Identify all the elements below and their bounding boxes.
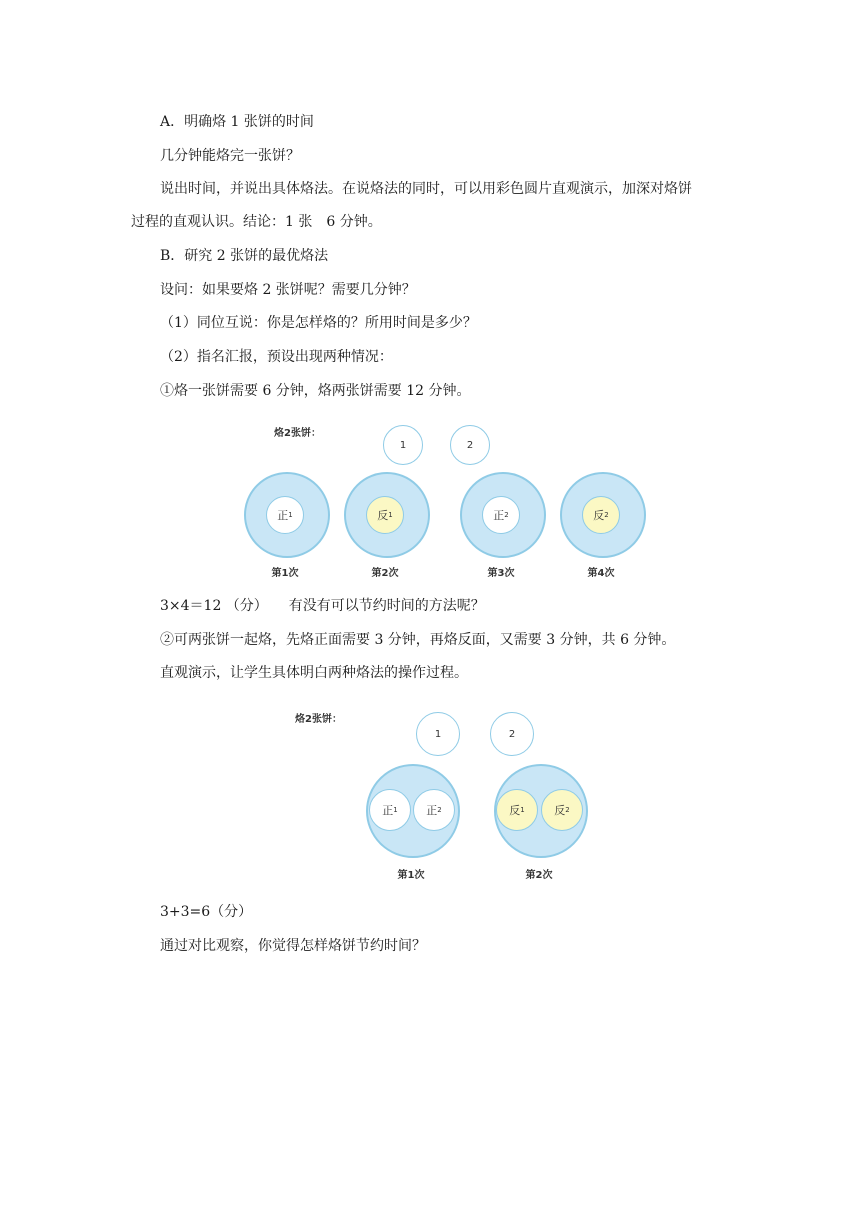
- cake-side-label: 正: [382, 804, 394, 817]
- text-line: 几分钟能烙完一张饼？: [160, 148, 300, 164]
- step-caption: 第2次: [371, 568, 399, 579]
- text-line: 3+3=6（分）: [160, 904, 253, 920]
- cake-front: [369, 789, 411, 831]
- cake-number-circle: 1: [383, 425, 423, 465]
- cake-sub: 2: [504, 511, 509, 519]
- text-line: （2）指名汇报，预设出现两种情况：: [160, 349, 393, 365]
- cake-back: [541, 789, 583, 831]
- text-line: 过程的直观认识。结论：1 张 6 分钟。: [131, 214, 382, 230]
- text-line: （1）同位互说：你是怎样烙的？所用时间是多少？: [160, 315, 477, 331]
- text-line-b-heading: B．研究 2 张饼的最优烙法: [160, 248, 329, 264]
- cake-side-label: 正: [493, 509, 505, 522]
- cake-number-circle: 2: [450, 425, 490, 465]
- cake-side-label: 正: [426, 804, 438, 817]
- cake-number-circle: 1: [416, 712, 460, 756]
- step-caption: 第1次: [397, 870, 425, 881]
- step-caption: 第4次: [587, 568, 615, 579]
- cake-number-circle: 2: [490, 712, 534, 756]
- cake-front: [482, 496, 520, 534]
- text-line-a-heading: A．明确烙 1 张饼的时间: [160, 114, 314, 130]
- cake-side-label: 反: [593, 509, 605, 522]
- step-caption: 第3次: [487, 568, 515, 579]
- cake-back: [366, 496, 404, 534]
- step-caption: 第2次: [525, 870, 553, 881]
- text-line: ②可两张饼一起烙，先烙正面需要 3 分钟，再烙反面，又需要 3 分钟，共 6 分钟。: [160, 632, 676, 648]
- cake-front: [413, 789, 455, 831]
- cake-back: [496, 789, 538, 831]
- step-caption: 第1次: [271, 568, 299, 579]
- text-line: 通过对比观察，你觉得怎样烙饼节约时间？: [160, 938, 426, 954]
- cake-sub: 2: [565, 806, 570, 814]
- cake-sub: 1: [520, 806, 525, 814]
- text-line: 说出时间，并说出具体烙法。在说烙法的同时，可以用彩色圆片直观演示，加深对烙饼: [160, 181, 692, 197]
- cake-sub: 1: [388, 511, 393, 519]
- cake-back: [582, 496, 620, 534]
- text-line: 设问：如果要烙 2 张饼呢？需要几分钟？: [160, 282, 416, 298]
- figure-title: 烙2张饼：: [295, 714, 342, 725]
- cake-sub: 1: [393, 806, 398, 814]
- cake-side-label: 反: [554, 804, 566, 817]
- cake-side-label: 反: [509, 804, 521, 817]
- text-line: ①烙一张饼需要 6 分钟，烙两张饼需要 12 分钟。: [160, 383, 471, 399]
- cake-side-label: 反: [377, 509, 389, 522]
- cake-sub: 2: [437, 806, 442, 814]
- text-line: 直观演示，让学生具体明白两种烙法的操作过程。: [160, 665, 468, 681]
- cake-sub: 1: [288, 511, 293, 519]
- cake-side-label: 正: [277, 509, 289, 522]
- text-line: 3×4＝12 （分） 有没有可以节约时间的方法呢？: [160, 598, 485, 614]
- figure-title: 烙2张饼：: [274, 428, 321, 439]
- cake-front: [266, 496, 304, 534]
- cake-sub: 2: [604, 511, 609, 519]
